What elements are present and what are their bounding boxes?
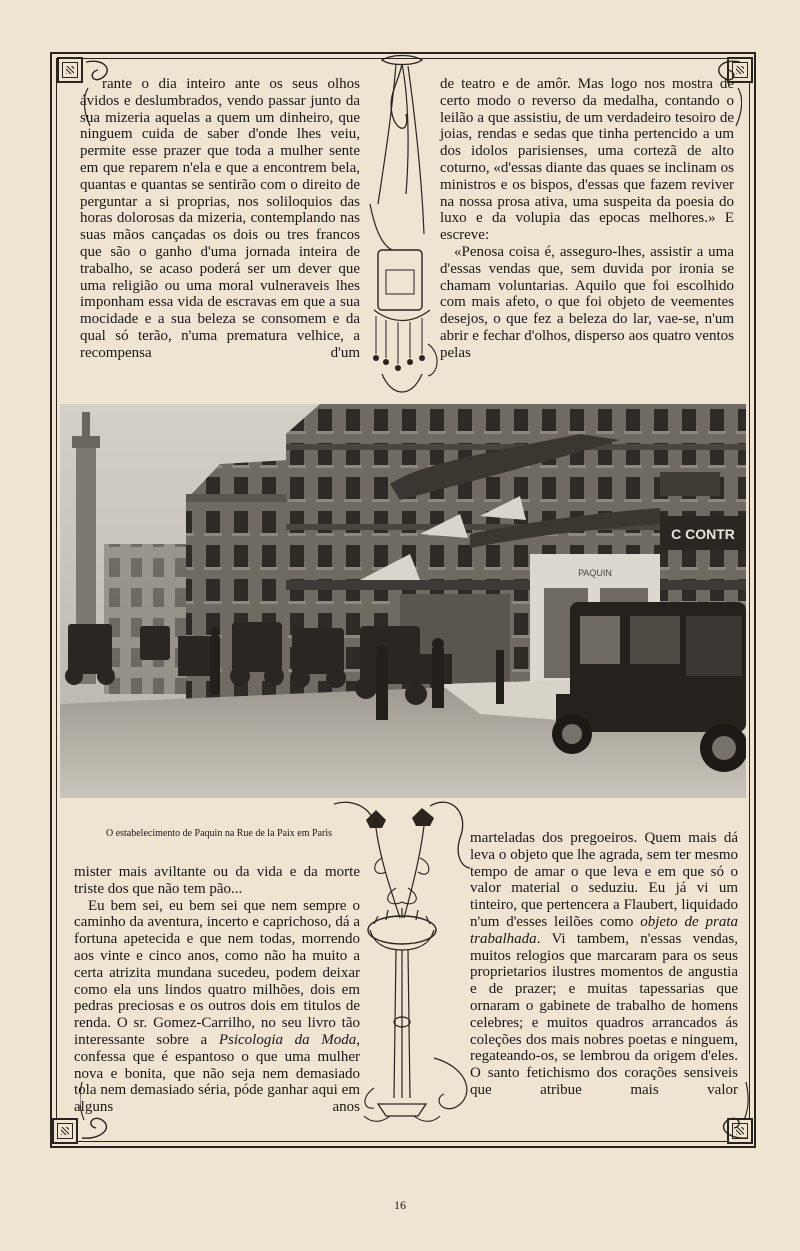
article-text: rante o dia inteiro ante os seus olhos ávidos e deslumbrados, vendo passar junto da sua mizeria aquelas a quem um dinheiro, que ninguem cuida de saber d'onde lhes veiu, permite esse prazer que toda a mulher sente em que reparem n'ela e que a encontrem bela, quantas e quantas se sentirão com o direito de perguntar a si proprias, nos soliloquios das horas dolorosas da mizeria, contemplando nas suas mãos cançadas os dois ou tres francos que são o ganho d'uma jornada inteira de trabalho, se acaso poderá ser um dever que uma religião ou uma moral vulneraveis lhes imponham essa vida de escravas em que a sua mocidade e a sua beleza se consomem e da qual só terão, n'uma prematura velhice, a recompensa d'um	[80, 76, 360, 361]
photo-scene	[60, 404, 746, 798]
bottom-left-column	[74, 864, 360, 1116]
article-text: «Penosa coisa é, asseguro-lhes, assistir a uma d'essas vendas que, sem duvida por ironia se chamam voluntarias. Aquilo que foi escolhido com mais afeto, o que foi objeto de veementes desejos, o que fez a beleza do lar, vae-se, n'um abrir e fechar d'olhos, disperso aos quatro ventos pelas	[440, 243, 734, 361]
handbag-ornament-icon	[362, 54, 442, 398]
article-text: Eu bem sei, eu bem sei que nem sempre o caminho da aventura, incerto e caprichoso, dá a fortuna apetecida e que nem todas, morrendo aos vinte e cinco anos, como não ha muito a certa atrizita mundana sucedeu, podem deixar como ela uns lindos quatro milhões, dois em pedras preciosas e os outros dois em titulos de renda. O sr. Gomez-Carrilho, no seu livro tão interessante sobre a Psicologia da Moda, confessa que é espantoso o que uma mulher nova e bonita, que não seja nem demasiado tola nem demasiado séria, póde ganhar aqui em alguns anos	[74, 897, 361, 1116]
photo-caption: O estabelecimento de Paquin na Rue de la Paix em Paris	[105, 828, 333, 839]
book-title: Psicologia da Moda	[218, 1031, 357, 1048]
store-sign: PAQUIN	[578, 568, 612, 578]
bottom-right-column	[470, 830, 738, 1099]
article-text: mister mais aviltante ou da vida e da morte triste dos que não tem pão...	[74, 864, 360, 897]
street-photograph	[60, 404, 746, 798]
article-text: marteladas dos pregoeiros. Quem mais dá leva o objeto que lhe agrada, sem ter mesmo tempo de amar o que leva e em que só o valor material o seduziu. Eu já vi um tinteiro, que pertencera a Flaubert, liquidado n'um d'esses leilões como objeto de prata trabalhada. Vi tambem, n'essas vendas, muitos relogios que marcaram para os seus proprietarios ilustres momentos de angustia e de prazer; e muitas tapessarias que ornaram o gabinete de trabalho de homens celebres; e muitos quadros arrancados ás coleções dos mais nobres poetas e ninguem, regateando-os, se lembrou da origem d'eles. O santo fetichismo dos corações sensiveis que atribue mais valor	[470, 830, 738, 1098]
article-text: de teatro e de amôr. Mas logo nos mostra de certo modo o reverso da medalha, contando o leilão a que assistiu, de um verdadeiro tesoiro de joias, rendas e sedas que tinha pertencido a um dos idolos parisienses, uma cortezã de alto coturno, «d'essas diante das quaes se inclinam os ministros e os bispos, d'essas que fazem reviver na nossa prosa ativa, uma suspeita da poesia do luxo e da volupia das epocas melhores.» E escreve:	[440, 76, 734, 244]
shop-sign: C CONTR	[671, 526, 735, 542]
italic-phrase: objeto de prata trabalhada	[470, 913, 738, 947]
top-right-column	[440, 76, 734, 362]
corner-ornament-icon	[52, 1118, 78, 1144]
top-left-column	[80, 76, 360, 362]
flower-vase-ornament-icon	[330, 798, 476, 1128]
page-number: 16	[394, 1198, 406, 1212]
